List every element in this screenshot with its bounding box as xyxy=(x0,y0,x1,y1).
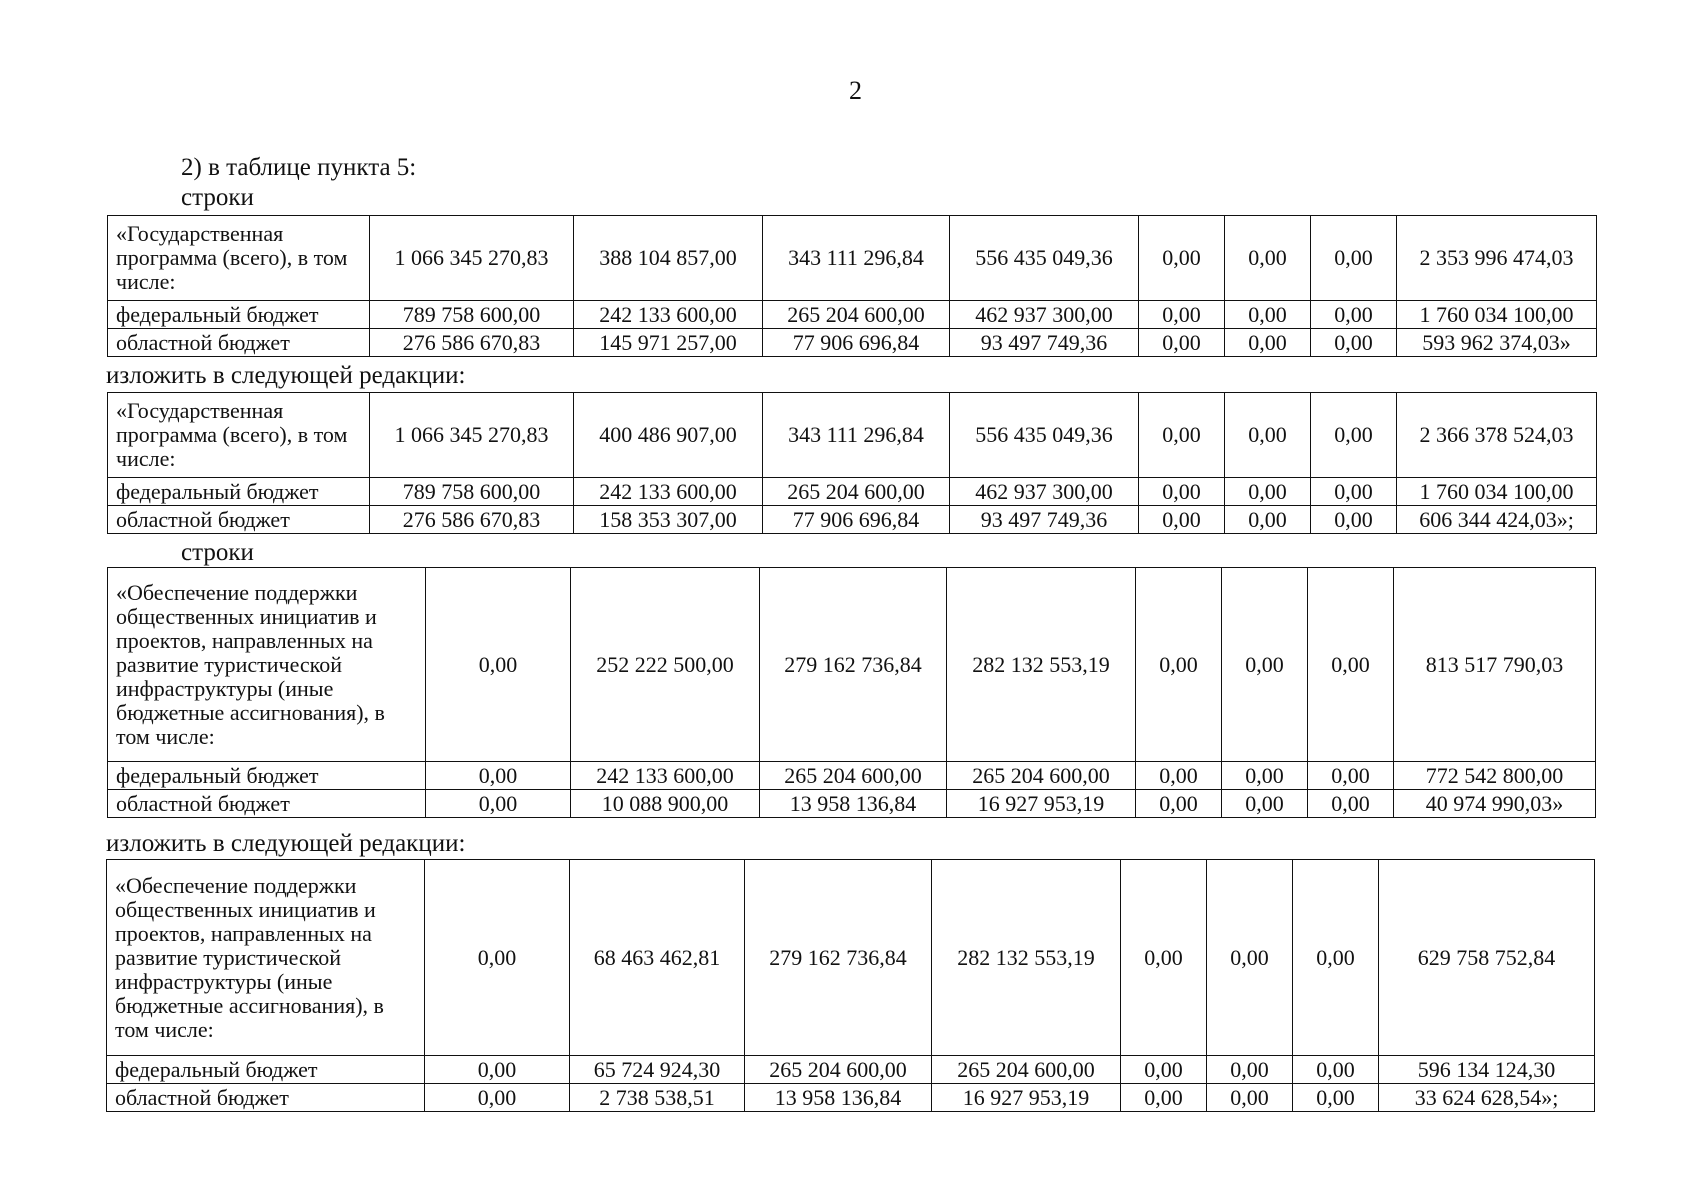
cell-value: 0,00 xyxy=(1293,1056,1379,1084)
cell-value: 0,00 xyxy=(1139,478,1225,506)
cell-value: 77 906 696,84 xyxy=(763,329,950,357)
cell-value: 789 758 600,00 xyxy=(370,301,574,329)
table-row xyxy=(108,329,1597,357)
cell-value: 77 906 696,84 xyxy=(763,506,950,534)
table-tourism-new xyxy=(106,859,1595,1112)
cell-value: 242 133 600,00 xyxy=(571,762,760,790)
cell-value: 556 435 049,36 xyxy=(950,216,1139,301)
cell-value: 0,00 xyxy=(1225,216,1311,301)
cell-value: 0,00 xyxy=(425,860,570,1056)
row-label: федеральный бюджет xyxy=(108,478,370,506)
table-tourism-old xyxy=(107,567,1596,818)
cell-value: 0,00 xyxy=(1308,790,1394,818)
cell-value: 0,00 xyxy=(1136,790,1222,818)
cell-value: 0,00 xyxy=(1139,216,1225,301)
cell-value: 0,00 xyxy=(1311,478,1397,506)
page-number: 2 xyxy=(849,76,862,105)
cell-total: 813 517 790,03 xyxy=(1394,568,1596,762)
cell-value: 276 586 670,83 xyxy=(370,506,574,534)
table-row xyxy=(108,301,1597,329)
row-label: «Государственная программа (всего), в том числе: xyxy=(108,393,370,478)
cell-total: 606 344 424,03»; xyxy=(1397,506,1597,534)
cell-value: 265 204 600,00 xyxy=(947,762,1136,790)
table-row xyxy=(108,762,1596,790)
cell-value: 158 353 307,00 xyxy=(574,506,763,534)
cell-value: 13 958 136,84 xyxy=(745,1084,932,1112)
cell-value: 0,00 xyxy=(1121,860,1207,1056)
cell-value: 0,00 xyxy=(1311,329,1397,357)
cell-value: 2 738 538,51 xyxy=(570,1084,745,1112)
cell-value: 1 066 345 270,83 xyxy=(370,216,574,301)
cell-total: 40 974 990,03» xyxy=(1394,790,1596,818)
cell-total: 2 366 378 524,03 xyxy=(1397,393,1597,478)
cell-value: 0,00 xyxy=(1225,301,1311,329)
cell-value: 145 971 257,00 xyxy=(574,329,763,357)
cell-value: 93 497 749,36 xyxy=(950,329,1139,357)
replace-heading-2: изложить в следующей редакции: xyxy=(106,830,466,857)
row-label: областной бюджет xyxy=(108,329,370,357)
cell-value: 68 463 462,81 xyxy=(570,860,745,1056)
cell-value: 265 204 600,00 xyxy=(745,1056,932,1084)
cell-total: 596 134 124,30 xyxy=(1379,1056,1595,1084)
cell-value: 0,00 xyxy=(1225,329,1311,357)
cell-value: 265 204 600,00 xyxy=(763,301,950,329)
cell-value: 0,00 xyxy=(1139,329,1225,357)
cell-value: 0,00 xyxy=(1293,860,1379,1056)
cell-value: 0,00 xyxy=(425,1056,570,1084)
cell-value: 462 937 300,00 xyxy=(950,301,1139,329)
table-row xyxy=(108,478,1597,506)
cell-value: 0,00 xyxy=(1207,860,1293,1056)
cell-value: 462 937 300,00 xyxy=(950,478,1139,506)
row-label: областной бюджет xyxy=(107,1084,425,1112)
cell-value: 0,00 xyxy=(1139,393,1225,478)
row-label: областной бюджет xyxy=(108,506,370,534)
row-label: «Государственная программа (всего), в том числе: xyxy=(108,216,370,301)
cell-value: 16 927 953,19 xyxy=(932,1084,1121,1112)
cell-value: 1 066 345 270,83 xyxy=(370,393,574,478)
cell-total: 772 542 800,00 xyxy=(1394,762,1596,790)
cell-value: 0,00 xyxy=(1136,762,1222,790)
cell-value: 242 133 600,00 xyxy=(574,301,763,329)
cell-value: 0,00 xyxy=(1308,762,1394,790)
cell-total: 1 760 034 100,00 xyxy=(1397,478,1597,506)
cell-value: 279 162 736,84 xyxy=(745,860,932,1056)
cell-value: 0,00 xyxy=(426,568,571,762)
cell-value: 0,00 xyxy=(1136,568,1222,762)
cell-value: 556 435 049,36 xyxy=(950,393,1139,478)
cell-total: 2 353 996 474,03 xyxy=(1397,216,1597,301)
cell-value: 0,00 xyxy=(1207,1084,1293,1112)
cell-value: 0,00 xyxy=(426,762,571,790)
table-row xyxy=(108,506,1597,534)
cell-value: 0,00 xyxy=(1311,216,1397,301)
cell-value: 0,00 xyxy=(425,1084,570,1112)
cell-total: 629 758 752,84 xyxy=(1379,860,1595,1056)
cell-value: 0,00 xyxy=(1139,301,1225,329)
replace-heading-1: изложить в следующей редакции: xyxy=(106,362,466,389)
rows-heading-2: строки xyxy=(181,539,254,566)
cell-value: 93 497 749,36 xyxy=(950,506,1139,534)
cell-total: 593 962 374,03» xyxy=(1397,329,1597,357)
cell-value: 400 486 907,00 xyxy=(574,393,763,478)
rows-heading-1: строки xyxy=(181,184,254,211)
cell-value: 343 111 296,84 xyxy=(763,393,950,478)
table-row xyxy=(107,860,1595,1056)
table-row xyxy=(108,790,1596,818)
cell-value: 252 222 500,00 xyxy=(571,568,760,762)
table-program-old xyxy=(107,215,1597,357)
cell-value: 343 111 296,84 xyxy=(763,216,950,301)
cell-value: 65 724 924,30 xyxy=(570,1056,745,1084)
row-label: «Обеспечение поддержки общественных инициатив и проектов, направленных на развитие туристической инфраструктуры (иные бюджетные ассигнования), в том числе: xyxy=(108,568,426,762)
table-row xyxy=(107,1084,1595,1112)
intro-text: 2) в таблице пункта 5: xyxy=(181,154,417,181)
cell-value: 0,00 xyxy=(1293,1084,1379,1112)
cell-value: 265 204 600,00 xyxy=(932,1056,1121,1084)
row-label: федеральный бюджет xyxy=(107,1056,425,1084)
cell-value: 0,00 xyxy=(1225,393,1311,478)
cell-value: 0,00 xyxy=(426,790,571,818)
cell-value: 0,00 xyxy=(1207,1056,1293,1084)
cell-value: 16 927 953,19 xyxy=(947,790,1136,818)
cell-value: 0,00 xyxy=(1311,393,1397,478)
cell-value: 0,00 xyxy=(1139,506,1225,534)
cell-value: 0,00 xyxy=(1311,301,1397,329)
table-row xyxy=(108,568,1596,762)
cell-value: 0,00 xyxy=(1225,478,1311,506)
cell-value: 0,00 xyxy=(1222,790,1308,818)
cell-value: 0,00 xyxy=(1121,1084,1207,1112)
table-row xyxy=(108,216,1597,301)
table-row xyxy=(107,1056,1595,1084)
cell-value: 0,00 xyxy=(1222,762,1308,790)
table-program-new xyxy=(107,392,1597,534)
table-row xyxy=(108,393,1597,478)
cell-total: 33 624 628,54»; xyxy=(1379,1084,1595,1112)
row-label: областной бюджет xyxy=(108,790,426,818)
cell-value: 789 758 600,00 xyxy=(370,478,574,506)
cell-value: 13 958 136,84 xyxy=(760,790,947,818)
row-label: федеральный бюджет xyxy=(108,301,370,329)
cell-value: 265 204 600,00 xyxy=(760,762,947,790)
cell-value: 265 204 600,00 xyxy=(763,478,950,506)
cell-value: 279 162 736,84 xyxy=(760,568,947,762)
cell-value: 242 133 600,00 xyxy=(574,478,763,506)
cell-value: 0,00 xyxy=(1222,568,1308,762)
cell-value: 10 088 900,00 xyxy=(571,790,760,818)
row-label: «Обеспечение поддержки общественных инициатив и проектов, направленных на развитие туристической инфраструктуры (иные бюджетные ассигнования), в том числе: xyxy=(107,860,425,1056)
cell-value: 0,00 xyxy=(1308,568,1394,762)
cell-value: 388 104 857,00 xyxy=(574,216,763,301)
cell-value: 0,00 xyxy=(1121,1056,1207,1084)
row-label: федеральный бюджет xyxy=(108,762,426,790)
cell-value: 0,00 xyxy=(1311,506,1397,534)
cell-value: 282 132 553,19 xyxy=(947,568,1136,762)
cell-value: 0,00 xyxy=(1225,506,1311,534)
cell-total: 1 760 034 100,00 xyxy=(1397,301,1597,329)
cell-value: 276 586 670,83 xyxy=(370,329,574,357)
cell-value: 282 132 553,19 xyxy=(932,860,1121,1056)
